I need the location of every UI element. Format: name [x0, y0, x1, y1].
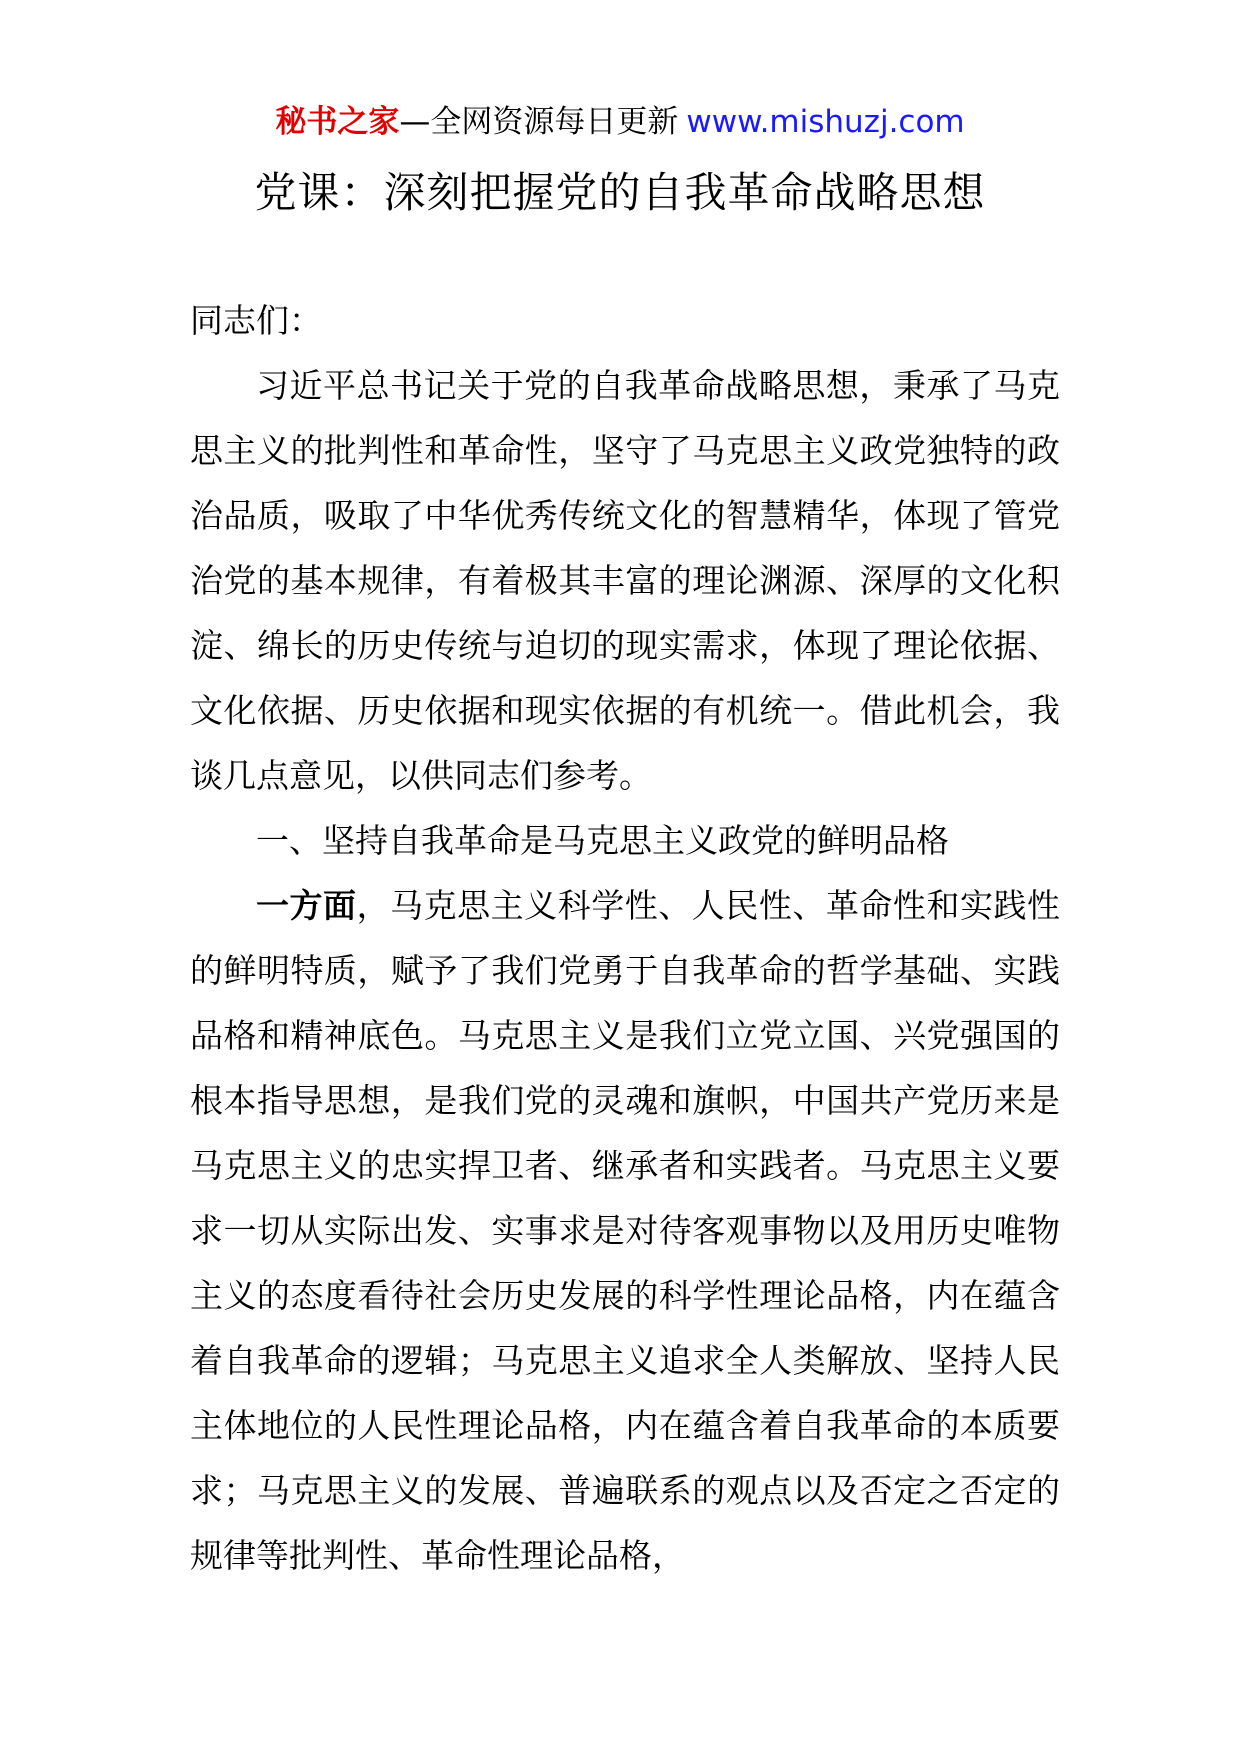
intro-paragraph: 习近平总书记关于党的自我革命战略思想，秉承了马克思主义的批判性和革命性，坚守了马克思主义政党独特的政治品质，吸取了中华优秀传统文化的智慧精华，体现了管党治党的基本规律，有着极其丰富的理论渊源、深厚的文化积淀、绵长的历史传统与迫切的现实需求，体现了理论依据、文化依据、历史依据和现实依据的有机统一。借此机会，我谈几点意见，以供同志们参考。 — [190, 366, 1060, 795]
document-title: 党课：深刻把握党的自我革命战略思想 — [254, 168, 986, 217]
salutation: 同志们： — [190, 301, 322, 340]
paragraph-lead-bold: 一方面 — [256, 886, 357, 925]
document-body — [190, 288, 1060, 1588]
site-header — [0, 100, 1240, 144]
site-brand: 秘书之家 — [275, 104, 400, 140]
section1-paragraph — [190, 873, 1060, 1588]
site-url-link[interactable]: www.mishuzj.com — [686, 104, 965, 140]
section-heading-1: 一、坚持自我革命是马克思主义政党的鲜明品格 — [256, 821, 949, 860]
section1-paragraph-text: ，马克思主义科学性、人民性、革命性和实践性的鲜明特质，赋予了我们党勇于自我革命的哲学基础、实践品格和精神底色。马克思主义是我们立党立国、兴党强国的根本指导思想，是我们党的灵魂和旗帜，中国共产党历来是马克思主义的忠实捍卫者、继承者和实践者。马克思主义要求一切从实际出发、实事求是对待客观事物以及用历史唯物主义的态度看待社会历史发展的科学性理论品格，内在蕴含着自我革命的逻辑；马克思主义追求全人类解放、坚持人民主体地位的人民性理论品格，内在蕴含着自我革命的本质要求；马克思主义的发展、普遍联系的观点以及否定之否定的规律等批判性、革命性理论品格， — [190, 886, 1061, 1575]
site-tagline: —全网资源每日更新 — [399, 104, 679, 140]
